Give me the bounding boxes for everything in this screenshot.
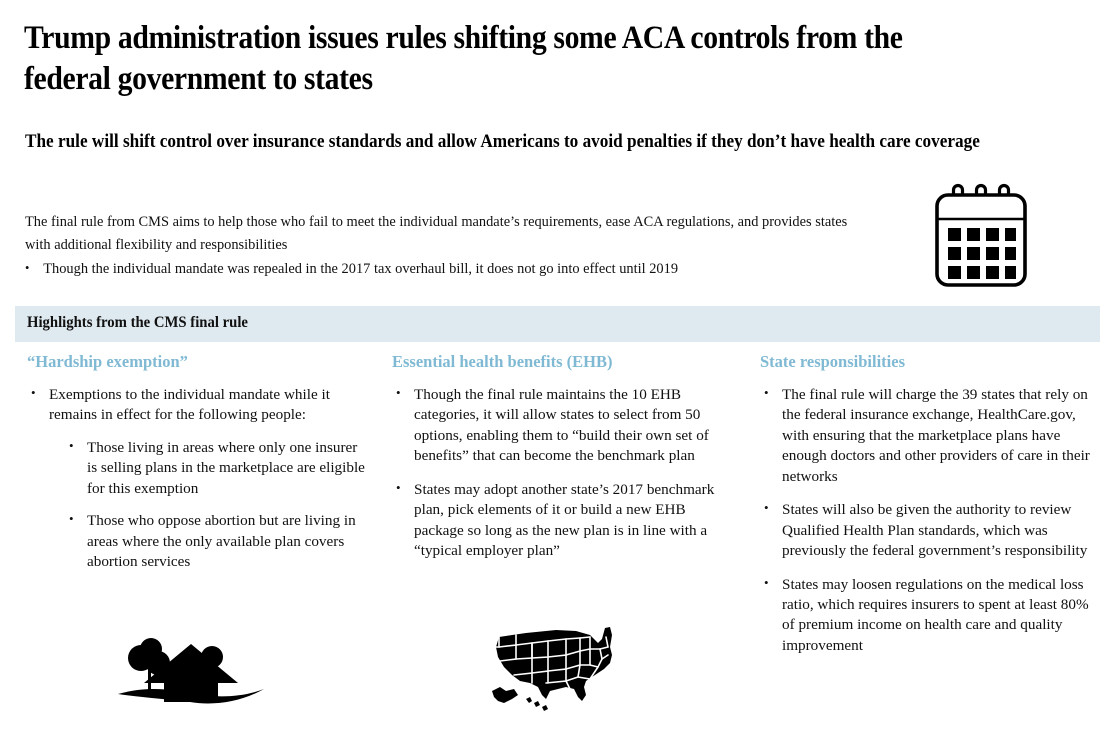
list-item: [65, 438, 367, 499]
bullet-icon: •: [764, 574, 769, 590]
bullet-icon: •: [396, 479, 401, 495]
calendar-icon: [932, 182, 1030, 290]
lede-bullet-text: Though the individual mandate was repealed in the 2017 tax overhaul bill, it does not go into effect until 2019: [43, 260, 679, 277]
list-item-text: States may adopt another state’s 2017 benchmark plan, pick elements of it or build a new EHB package so long as the new plan is in line with a “typical employer plan”: [414, 480, 715, 560]
list-item-text: States may loosen regulations on the medical loss ratio, which requires insurers to spent at least 80% of premium income on health care and quality improvement: [782, 575, 1089, 654]
house-neighborhood-icon: [116, 636, 266, 714]
lede-block: [25, 211, 870, 280]
list-item-text: Those living in areas where only one insurer is selling plans in the marketplace are eligible for this exemption: [87, 438, 365, 497]
bullet-icon: •: [69, 511, 74, 527]
bullet-list: [760, 385, 1090, 656]
list-item-text: Exemptions to the individual mandate while it remains in effect for the following people:: [49, 386, 330, 424]
bullet-icon: •: [396, 385, 401, 400]
highlights-banner-label: Highlights from the CMS final rule: [27, 314, 248, 331]
list-item: [65, 511, 367, 572]
list-item: [392, 480, 737, 562]
page-subtitle: The rule will shift control over insurance standards and allow Americans to avoid penalties if they don’t have health care coverage: [25, 132, 980, 152]
column-heading: State responsibilities: [760, 352, 905, 371]
list-item: [760, 575, 1090, 657]
page-title: Trump administration issues rules shifting some ACA controls from the federal government to states: [24, 20, 903, 97]
column-essential-health-benefits: [392, 352, 737, 575]
list-item-text: The final rule will charge the 39 states that rely on the federal insurance exchange, HealthCare.gov, with ensuring that the marketplace plans have enough doctors and other providers of care in their networks: [782, 386, 1090, 485]
bullet-icon: •: [31, 385, 36, 400]
bullet-list: [392, 385, 737, 562]
list-item: [392, 385, 737, 467]
highlights-banner: [15, 306, 1100, 342]
list-item: [760, 500, 1090, 561]
bullet-icon: •: [69, 437, 74, 453]
lede-bullet-item: [25, 258, 870, 281]
list-item-text: Though the final rule maintains the 10 EHB categories, it will allow states to select from 50 options, enabling them to “build their own set of benefits” that can become the benchmark plan: [414, 386, 709, 465]
bullet-icon: •: [25, 259, 30, 275]
column-heading: Essential health benefits (EHB): [392, 352, 613, 371]
lede-paragraph: The final rule from CMS aims to help those who fail to meet the individual mandate’s requirements, ease ACA regulations, and provides states with additional flexibility and responsibilities: [25, 214, 848, 253]
list-item-text: Those who oppose abortion but are living in areas where the only available plan covers abortion services: [87, 512, 356, 571]
bullet-list: [27, 385, 367, 573]
bullet-icon: •: [764, 385, 769, 400]
sub-bullet-list: [65, 438, 367, 573]
column-heading: “Hardship exemption”: [27, 352, 188, 371]
bullet-icon: •: [764, 500, 769, 516]
list-item-text: States will also be given the authority to review Qualified Health Plan standards, which was previously the federal government’s responsibility: [782, 501, 1088, 560]
us-map-icon: [486, 625, 634, 717]
column-hardship-exemption: [27, 352, 367, 586]
list-item: [27, 385, 367, 573]
column-state-responsibilities: [760, 352, 1090, 669]
list-item: [760, 385, 1090, 487]
